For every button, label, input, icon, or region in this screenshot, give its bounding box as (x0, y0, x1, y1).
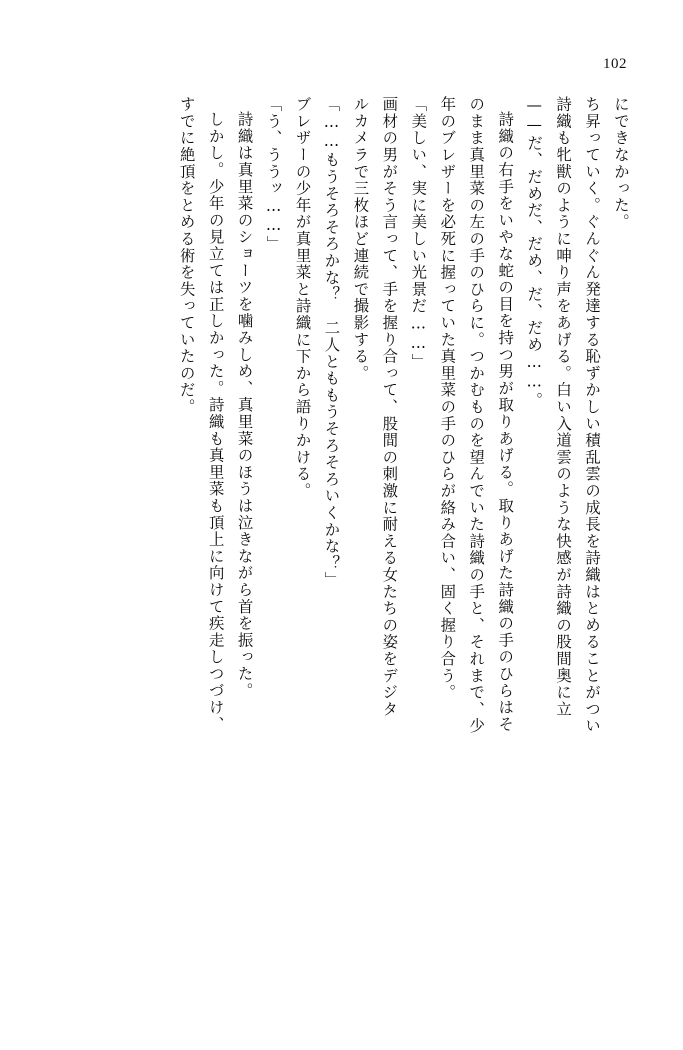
page-body-text (40, 96, 635, 1010)
paragraph: ブレザーの少年が真里菜と詩織に下から語りかける。 (293, 96, 312, 500)
paragraph: 詩織も牝獣のように呻り声をあげる。白い入道雲のような快感が詩織の股間奥に立 (554, 96, 573, 718)
paragraph: 詩織の右手をいやな蛇の目を持つ男が取りあげる。取りあげた詩織の手のひらはそ (496, 111, 515, 733)
paragraph: 画材の男がそう言って、手を握り合って、股間の刺激に耐える女たちの姿をデジタ (380, 96, 399, 718)
paragraph: すでに絶頂をとめる術を失っていたのだ。 (177, 96, 196, 416)
page-number: 102 (603, 56, 627, 72)
paragraph: ——だ、だめだ、だめ、だ、だめ……。 (525, 96, 544, 409)
paragraph: ち昇っていく。ぐんぐん発達する恥ずかしい積乱雲の成長を詩織はとめることがつい (583, 96, 602, 735)
paragraph: ルカメラで三枚ほど連続で撮影する。 (351, 96, 370, 382)
paragraph: しかし。少年の見立ては正しかった。詩織も真里菜も頂上に向けて疾走しつづけ、 (206, 111, 225, 733)
paragraph: 「う、ううッ……」 (264, 96, 283, 253)
paragraph: 「美しい、実に美しい光景だ……」 (409, 96, 428, 370)
paragraph: 年のブレザーを必死に握っていた真里菜の手のひらが絡み合い、固く握り合う。 (438, 96, 457, 701)
paragraph: 詩織は真里菜のショーツを噛みしめ、真里菜のほうは泣きながら首を振った。 (235, 111, 254, 700)
paragraph: 「……もうそろそろかな？ 二人とももうそろそろいくかな？」 (322, 96, 341, 589)
paragraph: にできなかった。 (612, 96, 630, 231)
paragraph: のまま真里菜の左の手のひらに。つかむものを望んでいた詩織の手と、それまで、少 (467, 96, 486, 735)
